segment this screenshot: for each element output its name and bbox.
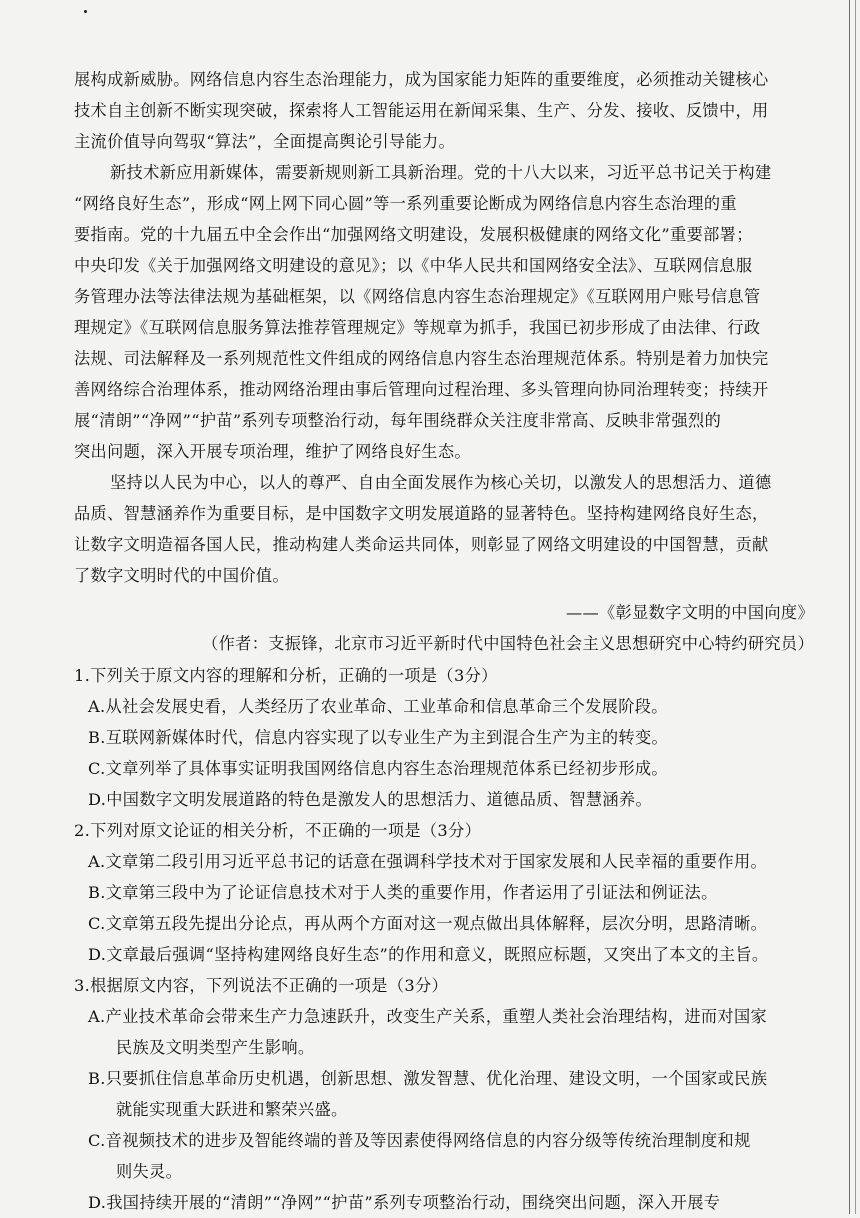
paragraph-line: “网络良好生态”，形成“网上网下同心圆”等一系列重要论断成为网络信息内容生态治理的重 [74, 194, 737, 213]
question-option: A.产业技术革命会带来生产力急速跃升，改变生产关系，重塑人类社会治理结构，进而对国家 [88, 1007, 768, 1026]
paragraph-line: 技术自主创新不断实现突破，探索将人工智能运用在新闻采集、生产、分发、接收、反馈中，用 [74, 101, 769, 120]
question-option: B.只要抓住信息革命历史机遇，创新思想、激发智慧、优化治理、建设文明，一个国家或民族 [88, 1069, 768, 1088]
question-option: C.文章第五段先提出分论点，再从两个方面对这一观点做出具体解释，层次分明，思路清晰。 [88, 914, 768, 933]
paragraph-line: 法规、司法解释及一系列规范性文件组成的网络信息内容生态治理规范体系。特别是着力加快完 [74, 349, 769, 368]
question-option-continued: 就能实现重大跃进和繁荣兴盛。 [116, 1100, 348, 1119]
paragraph-line: 展“清朗”“净网”“护苗”系列专项整治行动，每年围绕群众关注度非常高、反映非常强烈的 [74, 411, 722, 430]
paragraph-line: 了数字文明时代的中国价值。 [74, 566, 289, 585]
question-option: D.中国数字文明发展道路的特色是激发人的思想活力、道德品质、智慧涵养。 [88, 790, 652, 809]
question-option: D.文章最后强调“坚持构建网络良好生态”的作用和意义，既照应标题，又突出了本文的主旨。 [88, 945, 769, 964]
paragraph-line: 展构成新威胁。网络信息内容生态治理能力，成为国家能力矩阵的重要维度，必须推动关键核心 [74, 70, 769, 89]
article-source: ——《彰显数字文明的中国向度》 [565, 603, 814, 622]
paragraph-line: 中央印发《关于加强网络文明建设的意见》；以《中华人民共和国网络安全法》、互联网信息服 [74, 256, 753, 275]
question-option: D.我国持续开展的“清朗”“净网”“护苗”系列专项整治行动，围绕突出问题，深入开展专 [88, 1193, 721, 1212]
question-stem: 2.下列对原文论证的相关分析，不正确的一项是（3分） [74, 821, 482, 840]
question-option-continued: 则失灵。 [116, 1162, 183, 1181]
question-option: A.文章第二段引用习近平总书记的话意在强调科学技术对于国家发展和人民幸福的重要作用。 [88, 852, 768, 871]
question-stem: 1.下列关于原文内容的理解和分析，正确的一项是（3分） [74, 666, 498, 685]
paragraph-line: 善网络综合治理体系，推动网络治理由事后管理向过程治理、多头管理向协同治理转变；持续开 [74, 380, 769, 399]
paragraph-line: 要指南。党的十九届五中全会作出“加强网络文明建设，发展积极健康的网络文化”重要部署； [74, 225, 753, 244]
paragraph-line: 务管理办法等法律法规为基础框架，以《网络信息内容生态治理规定》《互联网用户账号信息管 [74, 287, 761, 306]
scan-edge-line-outer [855, 0, 856, 1214]
question-option-continued: 民族及文明类型产生影响。 [116, 1038, 315, 1057]
question-option: A.从社会发展史看，人类经历了农业革命、工业革命和信息革命三个发展阶段。 [88, 697, 668, 716]
paragraph-line: 主流价值导向驾驭“算法”，全面提高舆论引导能力。 [74, 132, 456, 151]
paragraph-line: 理规定》《互联网信息服务算法推荐管理规定》等规章为抓手，我国已初步形成了由法律、行政 [74, 318, 761, 337]
scan-edge-line [849, 0, 850, 1214]
question-option: B.文章第三段中为了论证信息技术对于人类的重要作用，作者运用了引证法和例证法。 [88, 883, 718, 902]
paragraph-line: 坚持以人民为中心，以人的尊严、自由全面发展作为核心关切，以激发人的思想活力、道德 [110, 473, 772, 492]
scan-speck [84, 10, 87, 13]
question-option: B.互联网新媒体时代，信息内容实现了以专业生产为主到混合生产为主的转变。 [88, 728, 669, 747]
paragraph-line: 新技术新应用新媒体，需要新规则新工具新治理。党的十八大以来，习近平总书记关于构建 [110, 163, 772, 182]
paragraph-line: 让数字文明造福各国人民，推动构建人类命运共同体，则彰显了网络文明建设的中国智慧，贡献 [74, 535, 769, 554]
question-option: C.文章列举了具体事实证明我国网络信息内容生态治理规范体系已经初步形成。 [88, 759, 668, 778]
question-option: C.音视频技术的进步及智能终端的普及等因素使得网络信息的内容分级等传统治理制度和规 [88, 1131, 751, 1150]
author-note: （作者：支振锋，北京市习近平新时代中国特色社会主义思想研究中心特约研究员） [202, 634, 814, 653]
question-stem: 3.根据原文内容，下列说法不正确的一项是（3分） [74, 976, 449, 995]
paragraph-line: 突出问题，深入开展专项治理，维护了网络良好生态。 [74, 442, 471, 461]
paragraph-line: 品质、智慧涵养作为重要目标，是中国数字文明发展道路的显著特色。坚持构建网络良好生态， [74, 504, 769, 523]
